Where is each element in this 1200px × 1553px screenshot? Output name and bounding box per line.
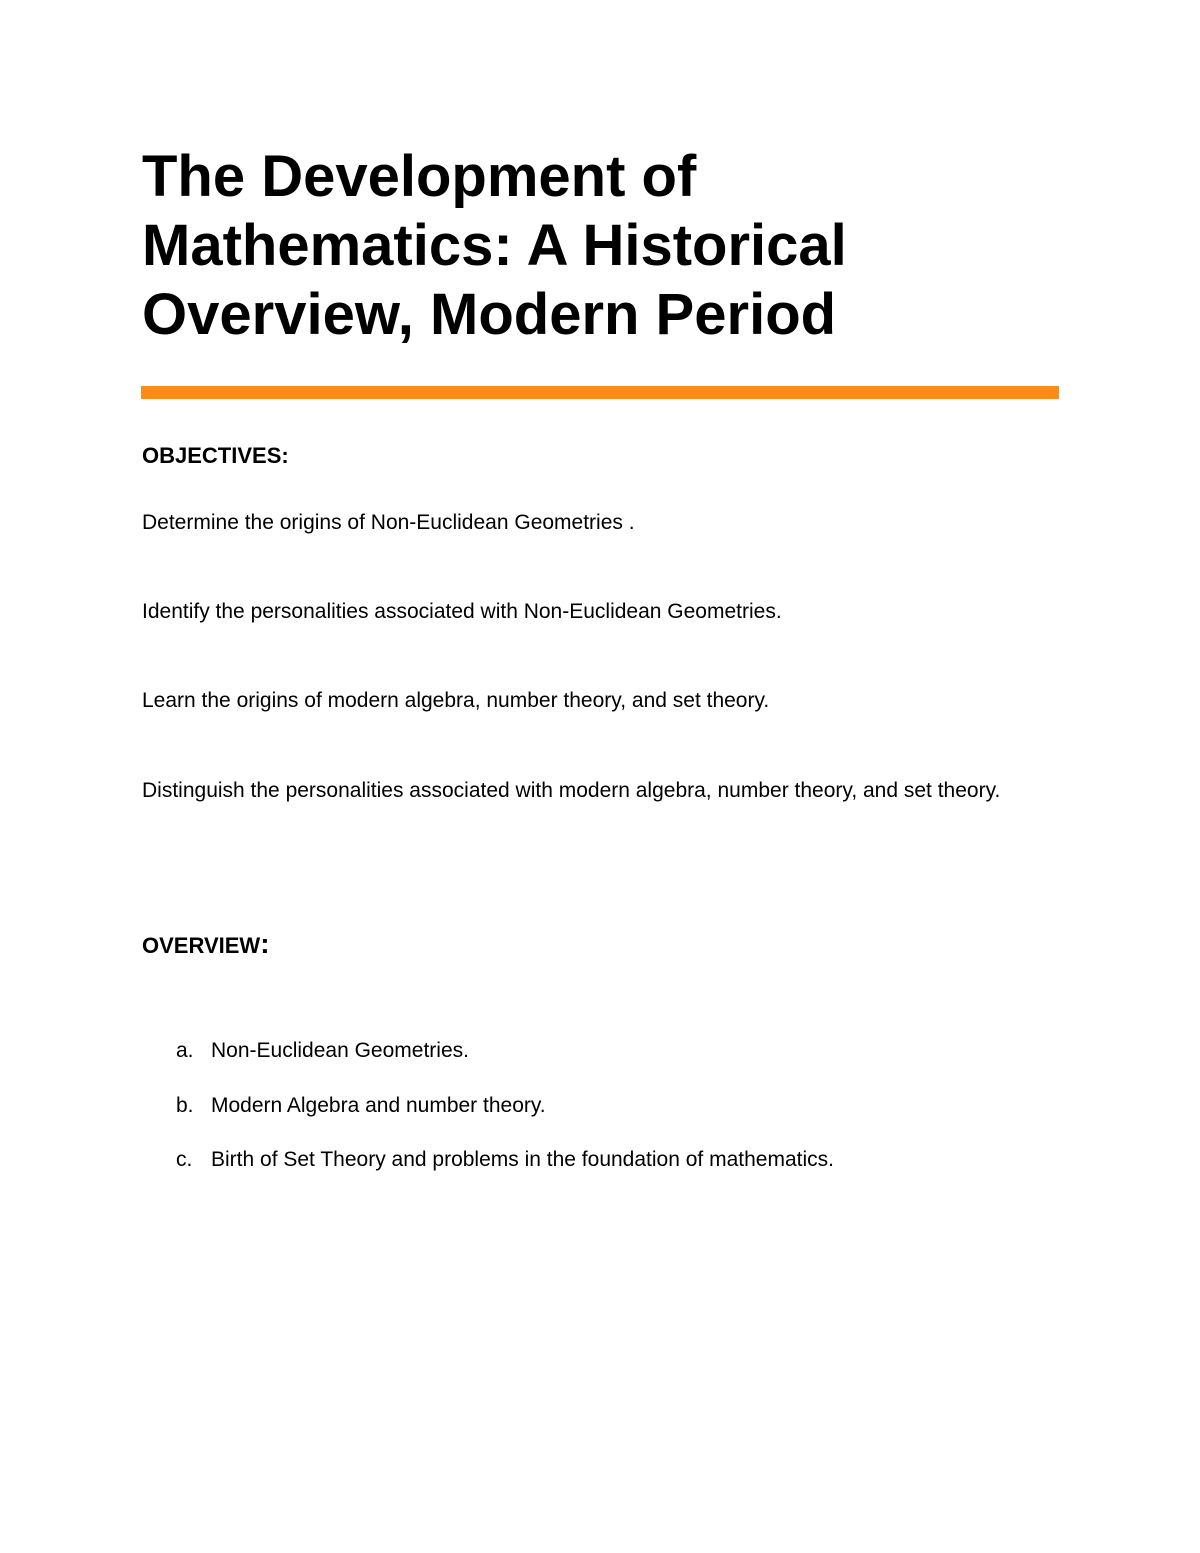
objective-item: Identify the personalities associated with Non-Euclidean Geometries. [142,600,782,623]
list-item-text: Non-Euclidean Geometries. [211,1039,469,1062]
title-divider [141,386,1059,399]
overview-heading [142,928,270,959]
list-item-text: Modern Algebra and number theory. [211,1093,546,1117]
list-marker: a. [176,1039,194,1062]
objective-item: Determine the origins of Non-Euclidean Geometries . [142,511,635,534]
overview-heading-text: OVERVIEW [142,933,261,958]
objectives-heading: OBJECTIVES: [142,443,289,468]
list-marker: c. [176,1148,193,1171]
list-marker: b. [176,1093,194,1117]
overview-heading-colon: : [260,928,270,959]
document-title: The Development of Mathematics: A Historical Overview, Modern Period [142,144,847,347]
list-item-text: Birth of Set Theory and problems in the foundation of mathematics. [211,1148,834,1171]
objective-item: Distinguish the personalities associated with modern algebra, number theory, and set theory. [142,779,1001,802]
objective-item: Learn the origins of modern algebra, number theory, and set theory. [142,689,770,712]
